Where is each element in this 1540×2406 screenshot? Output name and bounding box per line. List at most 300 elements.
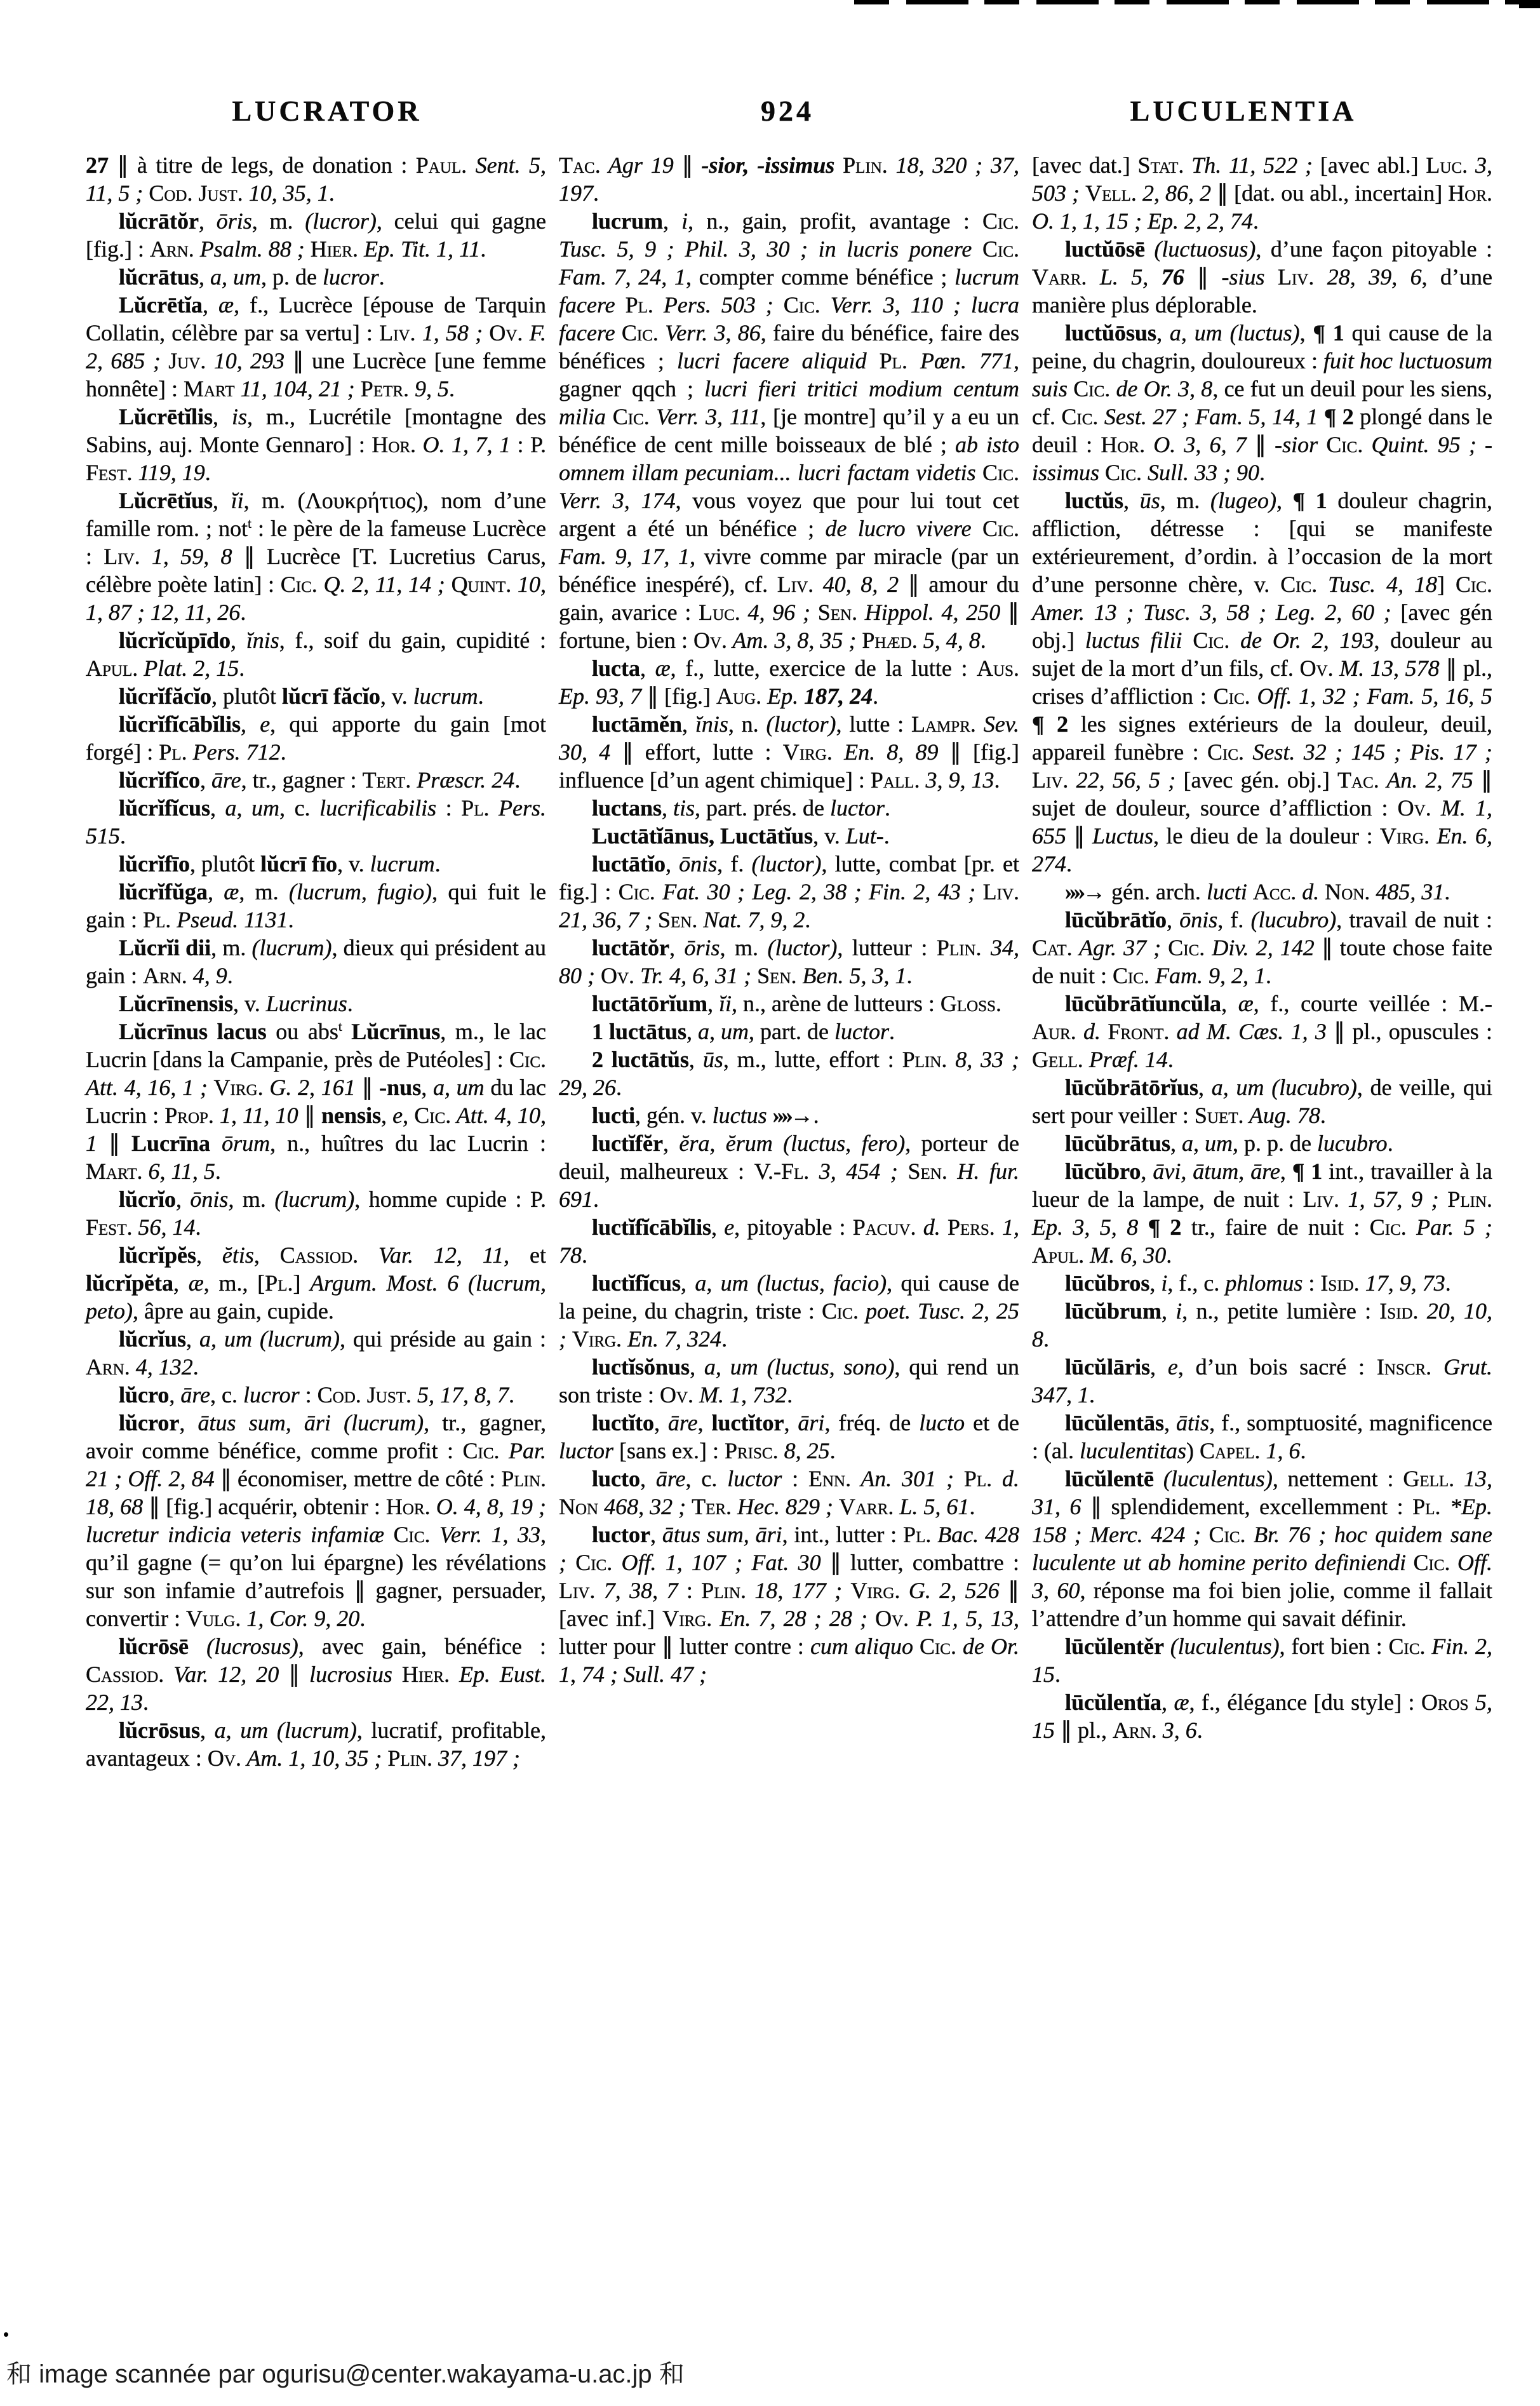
- text-segment: ¶ 2: [1032, 711, 1069, 737]
- text-segment: 3, 503 ;: [1032, 152, 1492, 206]
- text-segment: Att. 4, 10, 1: [86, 1103, 547, 1156]
- entry-luctans: [559, 794, 1019, 822]
- entry-Lucrinensis: [86, 990, 546, 1018]
- text-segment: ∥ une Lucrèce [une femme honnête] :: [86, 348, 546, 401]
- text-segment: a, um: [698, 1019, 749, 1044]
- text-segment: Lŭcrīnensis: [119, 991, 234, 1016]
- text-segment: Cic.: [414, 1103, 452, 1128]
- text-segment: Hor.: [385, 1494, 431, 1519]
- text-segment: ,: [175, 1186, 191, 1212]
- text-segment: , fréq. de: [824, 1410, 920, 1435]
- text-segment: de Or. 2, 193: [1229, 628, 1374, 653]
- text-segment: lucto: [592, 1466, 640, 1491]
- text-segment: ,: [711, 1214, 725, 1240]
- text-segment: lŭcrātŏr: [119, 208, 199, 234]
- entry-lucrifio: [86, 850, 546, 878]
- text-segment: ,: [1150, 1354, 1168, 1380]
- text-segment: , fort bien :: [1279, 1634, 1389, 1659]
- text-segment: Hippol. 4, 250: [857, 600, 1008, 625]
- text-segment: , âpre au gain, cupide.: [132, 1298, 334, 1324]
- text-segment: ¶ 2: [1148, 1214, 1182, 1240]
- scan-artifact-top-edge: [854, 0, 1527, 4]
- text-segment: Phæd.: [862, 628, 918, 653]
- entry-lucubratorius: [1032, 1073, 1492, 1129]
- text-segment: , m., le lac Lucrin [dans la Campanie, près de Putéoles] :: [86, 1019, 546, 1072]
- text-segment: [758, 1354, 767, 1380]
- text-segment: Quint.: [451, 572, 512, 597]
- text-segment: .: [1387, 1131, 1393, 1156]
- text-segment: plongé dans le deuil :: [1032, 404, 1493, 457]
- text-segment: .: [215, 1159, 221, 1184]
- text-segment: (lucror): [305, 208, 377, 234]
- text-segment: Mart.: [86, 1159, 143, 1184]
- text-segment: Grut. 347, 1: [1032, 1354, 1493, 1408]
- text-segment: 18, 68: [86, 1494, 149, 1519]
- text-segment: t: [248, 516, 251, 531]
- text-segment: [1154, 1466, 1163, 1491]
- text-segment: ∥ [fig.] influence [d’un agent chimique] :: [559, 739, 1020, 793]
- text-segment: .: [969, 1494, 975, 1519]
- text-segment: , n., huîtres du lac Lucrin :: [270, 1131, 547, 1156]
- text-segment: .: [1445, 1270, 1451, 1296]
- text-segment: .: [195, 1214, 201, 1240]
- text-segment: a, um: [1182, 1131, 1233, 1156]
- text-segment: 3, 454 ;: [809, 1159, 908, 1184]
- text-segment: Gell.: [1403, 1466, 1455, 1491]
- entry-lucrose: [86, 1632, 546, 1716]
- text-segment: lucrosius: [309, 1662, 392, 1687]
- text-segment: Pers.: [947, 1214, 995, 1240]
- text-segment: 5, 15: [1032, 1690, 1493, 1743]
- text-segment: Ov.: [489, 320, 523, 346]
- text-segment: Aug. 78: [1243, 1103, 1320, 1128]
- text-segment: ∥ amour du gain, avarice :: [559, 572, 1020, 625]
- text-segment: ,: [421, 1075, 433, 1100]
- text-segment: An. 2, 75: [1379, 767, 1481, 793]
- text-segment: [834, 152, 843, 178]
- text-segment: luctor: [834, 1019, 889, 1044]
- text-segment: Cic.: [509, 1047, 546, 1072]
- text-segment: Cic.: [982, 208, 1019, 234]
- text-segment: Lŭcrētĭus: [119, 488, 213, 513]
- entry-lucta: [559, 654, 1019, 710]
- text-segment: ,: [253, 1242, 280, 1268]
- entry-luctus-archaic-note: [1032, 878, 1492, 906]
- text-segment: , m., Lucrétile [montagne des Sabins, auj. Monte Gennaro] :: [86, 404, 547, 457]
- text-segment: :: [1302, 1270, 1321, 1296]
- text-segment: .: [1167, 1047, 1174, 1072]
- text-segment: Plin.: [902, 1047, 947, 1072]
- text-segment: Nat. 7, 9, 2: [697, 907, 805, 932]
- text-segment: ¶ 2: [1323, 404, 1354, 429]
- text-segment: ,: [200, 1717, 215, 1743]
- text-segment: ,: [1221, 991, 1238, 1016]
- text-segment: Verr. 1, 33: [430, 1522, 540, 1547]
- text-segment: Sev. 30, 4: [559, 711, 1019, 765]
- text-segment: lūcŭbros: [1065, 1270, 1150, 1296]
- text-segment: ,: [241, 711, 260, 737]
- text-segment: Th. 11, 522 ;: [1184, 152, 1313, 178]
- entry-luctor: [559, 1521, 1019, 1688]
- text-segment: , v.: [813, 823, 846, 849]
- text-segment: Am. 3, 8, 35 ;: [727, 628, 862, 653]
- text-segment: Am. 1, 10, 35 ;: [241, 1745, 388, 1771]
- text-segment: Non.: [1325, 879, 1370, 904]
- scan-credit: [6, 2354, 685, 2390]
- text-segment: 1 luctātus: [592, 1019, 687, 1044]
- text-segment: ,: [212, 404, 232, 429]
- text-segment: Non: [559, 1494, 599, 1519]
- text-segment: ,: [669, 935, 685, 960]
- text-segment: .: [120, 823, 126, 849]
- text-segment: æ: [188, 1270, 204, 1296]
- text-segment: poet. Tusc. 2, 25 ;: [559, 1298, 1019, 1352]
- text-segment: lŭcro: [119, 1382, 170, 1408]
- text-segment: æ: [224, 879, 239, 904]
- text-segment: .: [787, 1382, 793, 1408]
- text-segment: ĕra, ĕrum (luctus, fero): [679, 1131, 906, 1156]
- text-segment: cum aliquo: [810, 1634, 920, 1659]
- text-segment: ∥ [fig.]: [647, 683, 716, 709]
- text-segment: Stat.: [1137, 152, 1184, 178]
- text-segment: 187, 24: [804, 683, 873, 709]
- scan-artifact-dot: [4, 2332, 8, 2337]
- text-segment: luctŭōsus: [1065, 320, 1157, 346]
- text-segment: du lac Lucrin :: [86, 1075, 547, 1128]
- text-segment: ∥ [fig.] acquérir, obtenir :: [149, 1494, 386, 1519]
- text-segment: lūcŭlentĭa: [1065, 1690, 1162, 1715]
- text-segment: .: [888, 1019, 895, 1044]
- text-segment: lŭcror: [119, 1410, 180, 1435]
- text-segment: æ: [1238, 991, 1254, 1016]
- text-segment: Tert.: [362, 767, 412, 793]
- text-segment: lūcŭlentās: [1065, 1410, 1165, 1435]
- text-segment: Amer. 13 ; Tusc. 3, 58 ; Leg. 2, 60 ;: [1032, 600, 1391, 625]
- text-segment: ,: [663, 208, 682, 234]
- text-segment: 18, 177 ;: [746, 1578, 851, 1603]
- text-segment: ∥ économiser, mettre de côté :: [220, 1466, 502, 1491]
- text-segment: M. 1, 655: [1032, 795, 1492, 849]
- text-segment: lūcŭlāris: [1065, 1354, 1151, 1380]
- text-segment: lūcŭbrātĭuncŭla: [1065, 991, 1222, 1016]
- text-segment: Arn.: [142, 963, 187, 988]
- text-segment: Luctus: [1092, 823, 1153, 849]
- text-segment: .: [328, 180, 335, 206]
- text-segment: i: [1175, 1298, 1182, 1324]
- text-segment: Aug.: [716, 683, 762, 709]
- entry-lucrifacio: [86, 682, 546, 710]
- text-segment: .: [359, 1606, 366, 1631]
- text-segment: 2 luctātŭs: [592, 1047, 689, 1072]
- text-segment: .: [873, 683, 879, 709]
- text-segment: ātus sum, āri (lucrum): [198, 1410, 424, 1435]
- text-segment: et de: [965, 1410, 1020, 1435]
- text-segment: .: [582, 1242, 587, 1268]
- text-segment: .: [240, 600, 246, 625]
- text-segment: .: [994, 767, 1000, 793]
- text-segment: ,: [213, 488, 231, 513]
- text-segment: .: [593, 180, 599, 206]
- text-segment: Cat.: [1032, 935, 1073, 960]
- text-segment: Tusc. 5, 9 ; Phil. 3, 30 ; in lucris ponere: [559, 236, 982, 262]
- text-segment: Ter.: [692, 1494, 732, 1519]
- text-segment: .: [1089, 1382, 1095, 1408]
- text-segment: lucrum facere: [559, 264, 1019, 318]
- text-segment: Pers. 712: [187, 739, 281, 765]
- text-segment: , f., soif du gain, cupidité :: [279, 628, 546, 653]
- text-segment: Cic.: [1388, 1634, 1426, 1659]
- text-segment: Fam. 9, 2, 1: [1149, 963, 1266, 988]
- entry-lucro: [86, 1381, 546, 1409]
- text-segment: lŭcrĭpĕta: [86, 1270, 173, 1296]
- text-segment: , f., c.: [1167, 1270, 1226, 1296]
- text-segment: Apul.: [86, 655, 138, 681]
- text-segment: Off. 3, 60: [1032, 1550, 1492, 1603]
- text-segment: ,: [640, 1466, 656, 1491]
- text-segment: 3, 9, 13: [920, 767, 994, 793]
- entry-continuation-luctor: [1032, 151, 1492, 235]
- text-segment: ,: [665, 851, 680, 877]
- text-segment: 10, 293: [206, 348, 293, 373]
- text-segment: Ep. Tit. 1, 11: [358, 236, 481, 262]
- text-segment: [210, 1131, 222, 1156]
- entry-luctatio: [559, 850, 1019, 934]
- text-segment: lūcŭbrātus: [1065, 1131, 1171, 1156]
- text-segment: Cic.: [621, 320, 659, 346]
- text-segment: [avec dat.]: [1032, 152, 1138, 178]
- text-segment: Cassiod.: [279, 1242, 359, 1268]
- text-segment: .: [239, 655, 245, 681]
- text-segment: ∥: [1254, 432, 1275, 457]
- text-segment: Sen.: [757, 963, 797, 988]
- text-segment: Apul.: [1032, 1242, 1085, 1268]
- text-segment: (lucrum, fugio): [288, 879, 432, 904]
- text-segment: .: [1043, 1326, 1049, 1352]
- text-segment: lūcŭlentē: [1065, 1466, 1154, 1491]
- text-segment: ĭi: [718, 991, 732, 1016]
- text-segment: , ce fut un deuil pour les siens, cf.: [1032, 376, 1492, 429]
- text-segment: .: [288, 907, 294, 932]
- text-segment: a, um (lucrum): [214, 1717, 357, 1743]
- text-segment: .: [1055, 1662, 1061, 1687]
- text-segment: .: [509, 1382, 515, 1408]
- text-segment: Sen.: [658, 907, 698, 932]
- arrow-icon: »»→: [1065, 879, 1103, 904]
- text-segment: Virg.: [572, 1326, 622, 1352]
- text-segment: Pœn. 771: [907, 348, 1014, 373]
- text-segment: ∥ fortune, bien :: [559, 600, 1019, 653]
- entry-luctito: [559, 1409, 1019, 1465]
- text-segment: O. 1, 1, 15 ; Ep. 2, 2, 74: [1032, 208, 1253, 234]
- text-segment: Pl.: [1412, 1494, 1441, 1519]
- text-segment: (lucrosus): [206, 1634, 298, 1659]
- text-segment: Isid.: [1379, 1298, 1419, 1324]
- text-segment: ∥: [1184, 264, 1222, 290]
- text-segment: En. 7, 28 ; 28 ;: [712, 1606, 876, 1631]
- text-segment: luctĭfĭcus: [592, 1270, 681, 1296]
- text-segment: (luctor): [766, 711, 836, 737]
- text-segment: Aus.: [977, 655, 1019, 681]
- text-segment: .: [480, 236, 486, 262]
- entry-lucubrum: [1032, 1297, 1492, 1353]
- text-segment: e: [260, 711, 271, 737]
- text-segment: ĭnis: [246, 628, 279, 653]
- text-segment: Lucrīna: [131, 1131, 211, 1156]
- text-segment: luctĭtor: [711, 1410, 784, 1435]
- text-segment: 485, 31: [1370, 879, 1445, 904]
- text-segment: , d’une façon pitoyable :: [1255, 236, 1492, 262]
- text-segment: [avec gén. obj.]: [1175, 767, 1338, 793]
- text-segment: 10, 1, 87 ; 12, 11, 26: [86, 572, 547, 625]
- text-segment: [1164, 1634, 1170, 1659]
- text-segment: ,: [186, 1326, 200, 1352]
- entry-lucratus: [86, 263, 546, 291]
- text-segment: -sior, -issimus: [701, 152, 835, 178]
- text-segment: Liv.: [1277, 264, 1315, 290]
- text-segment: :: [299, 1382, 318, 1408]
- text-segment: ,: [1167, 907, 1180, 932]
- text-segment: Fest.: [86, 1214, 133, 1240]
- text-segment: Argum. Most. 6 (lucrum, peto): [86, 1270, 546, 1324]
- text-segment: , lutteur :: [837, 935, 937, 960]
- text-segment: lūcŭbrum: [1065, 1298, 1162, 1324]
- text-segment: ūs: [1139, 488, 1160, 513]
- text-segment: 18, 320 ; 37, 197: [559, 152, 1020, 206]
- entry-lucrius: [86, 1325, 546, 1381]
- entry-Lucrii-dii: [86, 934, 546, 990]
- text-segment: 56, 14: [132, 1214, 196, 1240]
- text-segment: lūcŭbrātĭo: [1065, 907, 1167, 932]
- column-2: [559, 151, 1019, 1772]
- text-segment: lŭcrĭfăcĭo: [119, 683, 211, 709]
- text-segment: lŭcrĭfĭcābĭlis: [119, 711, 241, 737]
- text-segment: luctātĭo: [592, 851, 666, 877]
- text-segment: Cic.: [919, 1634, 956, 1659]
- text-segment: a, um (luctus): [1169, 320, 1300, 346]
- text-segment: 9, 5: [409, 376, 450, 401]
- text-segment: Suet.: [1194, 1103, 1244, 1128]
- text-segment: a, um: [704, 1354, 758, 1380]
- text-segment: tr., faire de nuit :: [1181, 1214, 1370, 1240]
- text-segment: ,: [1170, 1131, 1182, 1156]
- text-segment: O. 1, 7, 1: [416, 432, 511, 457]
- text-segment: ,: [662, 1131, 680, 1156]
- text-segment: ab isto omnem illam pecuniam... lucri factam videtis: [559, 432, 1019, 485]
- text-segment: ,: [1141, 1159, 1153, 1184]
- text-segment: āre: [667, 1410, 698, 1435]
- text-segment: lŭcrātus: [119, 264, 199, 290]
- text-segment: Plin.: [1447, 1186, 1492, 1212]
- text-segment: ,: [1299, 320, 1313, 346]
- text-segment: Cassiod.: [86, 1662, 164, 1687]
- text-segment: , c.: [685, 1466, 728, 1491]
- text-segment: 2, 86, 2: [1136, 180, 1217, 206]
- text-segment: Bac. 428 ;: [559, 1522, 1020, 1575]
- text-segment: Cic.: [1193, 628, 1230, 653]
- text-segment: .: [280, 739, 286, 765]
- text-segment: ¶ 1: [1292, 488, 1327, 513]
- text-segment: lucti: [592, 1103, 635, 1128]
- entry-luculentia: [1032, 1688, 1492, 1744]
- text-segment: En. 8, 89: [832, 739, 950, 765]
- text-segment: 5, 17, 8, 7: [412, 1382, 509, 1408]
- text-segment: Pl.: [625, 292, 653, 318]
- entry-continuation-sior: [559, 151, 1019, 207]
- text-segment: , n., petite lumière :: [1182, 1298, 1380, 1324]
- entry-Lucretilis: [86, 403, 546, 487]
- text-segment: , lutte :: [836, 711, 912, 737]
- text-segment: Off. 1, 107 ; Fat. 30: [612, 1550, 830, 1575]
- text-segment: ∥: [109, 1131, 132, 1156]
- text-segment: a, um (lucubro): [1211, 1075, 1357, 1100]
- text-segment: Virg.: [850, 1578, 901, 1603]
- text-segment: Cic.: [1213, 683, 1250, 709]
- text-segment: luctŭōsē: [1065, 236, 1145, 262]
- text-segment: Ov.: [660, 1382, 694, 1408]
- text-segment: Lŭcrīnus lacus: [119, 1019, 267, 1044]
- text-segment: luctātŏr: [592, 935, 669, 960]
- text-segment: Virg.: [1380, 823, 1430, 849]
- text-segment: M. 1, 732: [693, 1382, 787, 1408]
- text-segment: Cic.: [783, 292, 820, 318]
- entry-luctamen: [559, 710, 1019, 794]
- text-segment: lucrum: [413, 683, 478, 709]
- text-segment: O. 4, 8, 19 ; lucretur indicia veteris infamiæ: [86, 1494, 546, 1547]
- text-segment: , tr., gagner :: [241, 767, 363, 793]
- text-segment: Cic.: [612, 404, 650, 429]
- text-segment: āre: [211, 767, 241, 793]
- text-segment: qui cause de la peine, du chagrin, douloureux :: [1032, 320, 1493, 373]
- text-segment: Sent. 5, 11, 5 ;: [86, 152, 546, 206]
- entry-luculenter: [1032, 1632, 1492, 1688]
- text-segment: ĭnis: [695, 711, 728, 737]
- text-segment: āri: [798, 1410, 825, 1435]
- text-segment: 40, 8, 2: [814, 572, 908, 597]
- text-segment: , qui cause de la peine, du chagrin, triste :: [559, 1270, 1020, 1324]
- text-segment: Lŭcrētĭlis: [119, 404, 213, 429]
- text-segment: .: [514, 767, 521, 793]
- entry-luctatorium: [559, 990, 1019, 1018]
- text-segment: ,: [403, 1103, 415, 1128]
- entry-Lucretia: [86, 291, 546, 403]
- text-segment: ,: [1280, 1159, 1292, 1184]
- text-segment: , plutôt: [189, 851, 260, 877]
- text-segment: Inscr.: [1376, 1354, 1432, 1380]
- text-segment: Cic.: [1326, 432, 1363, 457]
- entry-lucubratiuncula: [1032, 990, 1492, 1073]
- text-segment: Hec. 829 ;: [732, 1494, 839, 1519]
- entry-Lucrinus: [86, 1018, 546, 1185]
- text-segment: Tac.: [1337, 767, 1379, 793]
- text-segment: Luc.: [1426, 152, 1468, 178]
- text-segment: Pers. 515: [86, 795, 546, 849]
- text-segment: d.: [1296, 879, 1325, 904]
- text-segment: Varr.: [839, 1494, 894, 1519]
- entry-luctuosus: [1032, 319, 1492, 487]
- text-segment: Ov.: [207, 1745, 241, 1771]
- entry-lucrificus: [86, 794, 546, 850]
- entry-luctifer: [559, 1129, 1019, 1213]
- text-segment: 8, 25: [778, 1438, 830, 1463]
- text-segment: [342, 1019, 352, 1044]
- text-segment: .: [143, 1690, 149, 1715]
- text-segment: lŭcrōsē: [119, 1634, 189, 1659]
- entry-luctator: [559, 934, 1019, 990]
- text-segment: fuit hoc luctuosum suis: [1032, 348, 1492, 401]
- text-segment: Præscr. 24: [411, 767, 515, 793]
- text-segment: 3, 6: [1156, 1717, 1197, 1743]
- text-segment: 119, 19: [132, 460, 205, 485]
